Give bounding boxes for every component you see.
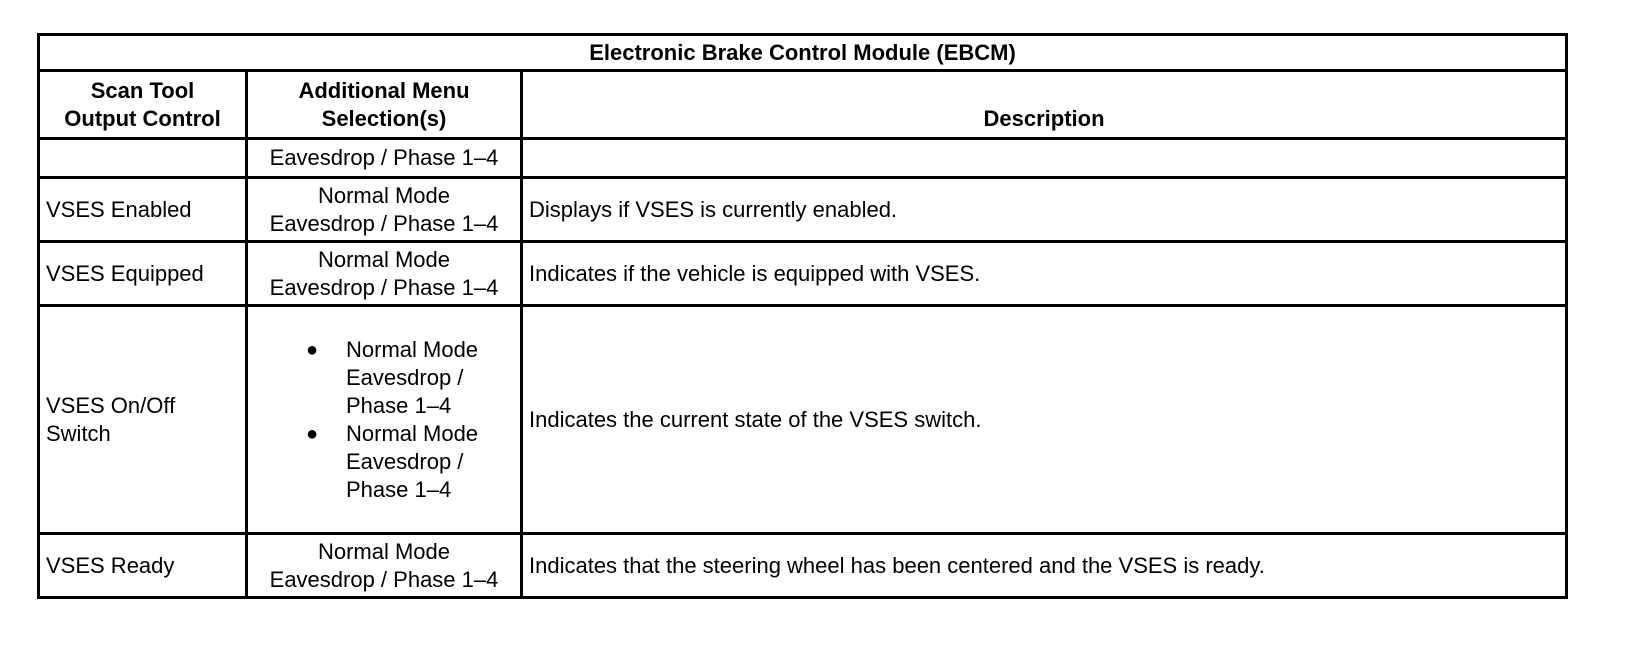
- description-cell: Displays if VSES is currently enabled.: [522, 178, 1567, 242]
- table-row: [39, 139, 1567, 178]
- table-row: [39, 178, 1567, 242]
- menu-cell: [247, 306, 522, 534]
- menu-cell: Eavesdrop / Phase 1–4: [247, 139, 522, 178]
- menu-bullet-list: [254, 336, 514, 504]
- menu-cell: Normal Mode Eavesdrop / Phase 1–4: [247, 178, 522, 242]
- menu-cell: Normal Mode Eavesdrop / Phase 1–4: [247, 242, 522, 306]
- bullet-icon: ●: [306, 422, 319, 445]
- list-item: ● Normal Mode Eavesdrop / Phase 1–4: [306, 420, 479, 502]
- description-cell: [522, 139, 1567, 178]
- table-row: [39, 534, 1567, 598]
- description-cell: Indicates the current state of the VSES switch.: [522, 306, 1567, 534]
- description-cell: Indicates if the vehicle is equipped with VSES.: [522, 242, 1567, 306]
- table-title: Electronic Brake Control Module (EBCM): [39, 35, 1567, 71]
- output-control-cell: [39, 139, 247, 178]
- output-control-cell: VSES Enabled: [39, 178, 247, 242]
- header-output-control: Scan Tool Output Control: [39, 71, 247, 139]
- bullet-icon: ●: [306, 338, 319, 361]
- table-row: [39, 306, 1567, 534]
- output-control-cell: VSES On/Off Switch: [39, 306, 247, 534]
- header-menu-selections: Additional Menu Selection(s): [247, 71, 522, 139]
- list-item: ● Normal Mode Eavesdrop / Phase 1–4: [306, 336, 479, 418]
- ebcm-table: [37, 33, 1568, 599]
- output-control-cell: VSES Equipped: [39, 242, 247, 306]
- table-row: [39, 242, 1567, 306]
- menu-cell: Normal Mode Eavesdrop / Phase 1–4: [247, 534, 522, 598]
- description-cell: Indicates that the steering wheel has been centered and the VSES is ready.: [522, 534, 1567, 598]
- header-row: [39, 71, 1567, 139]
- header-description: Description: [522, 71, 1567, 139]
- output-control-cell: VSES Ready: [39, 534, 247, 598]
